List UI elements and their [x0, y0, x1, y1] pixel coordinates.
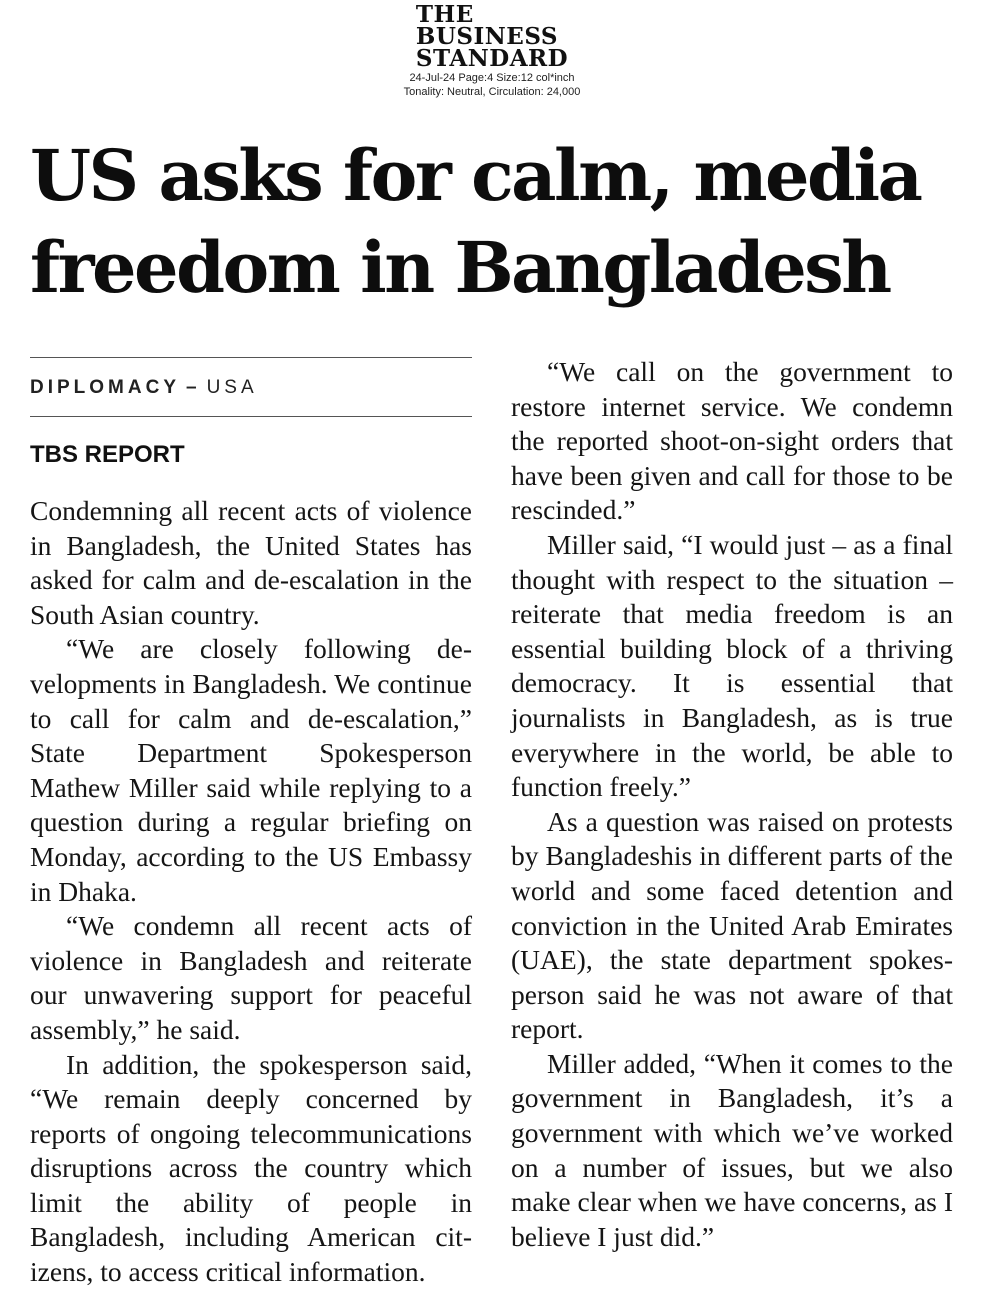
logo-line: BUSINESS — [415, 23, 559, 50]
section-name: DIPLOMACY — [30, 377, 180, 398]
paragraph: “We are closely following developments in Bangladesh. We continue to call for calm and de-escalation,” State Department Spokesperson Mathew Miller said while replying to a question during a regular briefing on Monday, according to the US Embassy in Dhaka. — [30, 633, 472, 907]
paragraph: As a question was raised on protests by Bangladeshis in different parts of the world and some faced detention and conviction in the United Arab Emirates (UAE), the state department spokesperson said he was not aware of that report. — [511, 805, 953, 1045]
logo-line: THE — [415, 1, 474, 28]
byline: TBS REPORT — [30, 441, 185, 468]
paragraph: “We condemn all recent acts of violence in Bangladesh and reiterate our unwavering support for peaceful assembly,” he said. — [30, 910, 472, 1045]
divider-rule — [30, 416, 472, 417]
paragraph: Miller added, “When it comes to the government in Bangladesh, it’s a government with which we’ve worked on a number of issues, but we also make clear when we have concerns, as I believe I just did.” — [511, 1047, 953, 1252]
paragraph: In addition, the spokesperson said, “We remain deeply concerned by reports of ongoing telecommunications disruptions across the country which limit the ability of people in Bangladesh, including American citizens, to access critical information. — [30, 1048, 472, 1288]
article-column-right — [511, 355, 953, 1254]
subsection-name: USA — [206, 377, 258, 398]
clip-meta: Tonality: Neutral, Circulation: 24,000 — [403, 86, 581, 98]
article-headline: US asks for calm, media freedom in Bangladesh — [30, 134, 921, 309]
logo-line: STANDARD — [415, 45, 569, 72]
section-label — [30, 376, 258, 400]
paragraph: Miller said, “I would just – as a final thought with respect to the situation – reiterate that media freedom is an essential building block of a thriving democracy. It is essential that journalists in Bangladesh, as is true everywhere in the world, be able to function freely.” — [511, 528, 953, 803]
masthead — [0, 1, 984, 99]
clip-info: 24-Jul-24 Page:4 Size:12 col*inch — [409, 72, 575, 84]
divider-rule — [30, 357, 472, 358]
paragraph: “We call on the government to restore internet service. We condemn the reported shoot-on-sight orders that have been given and call for those to be rescinded.” — [511, 356, 953, 526]
article-column-left — [30, 494, 472, 1290]
publication-logo — [415, 1, 569, 72]
paragraph: Condemning all recent acts of violence in Bangladesh, the United States has asked for calm and de-escalation in the South Asian country. — [30, 495, 472, 630]
section-separator: – — [186, 377, 201, 398]
